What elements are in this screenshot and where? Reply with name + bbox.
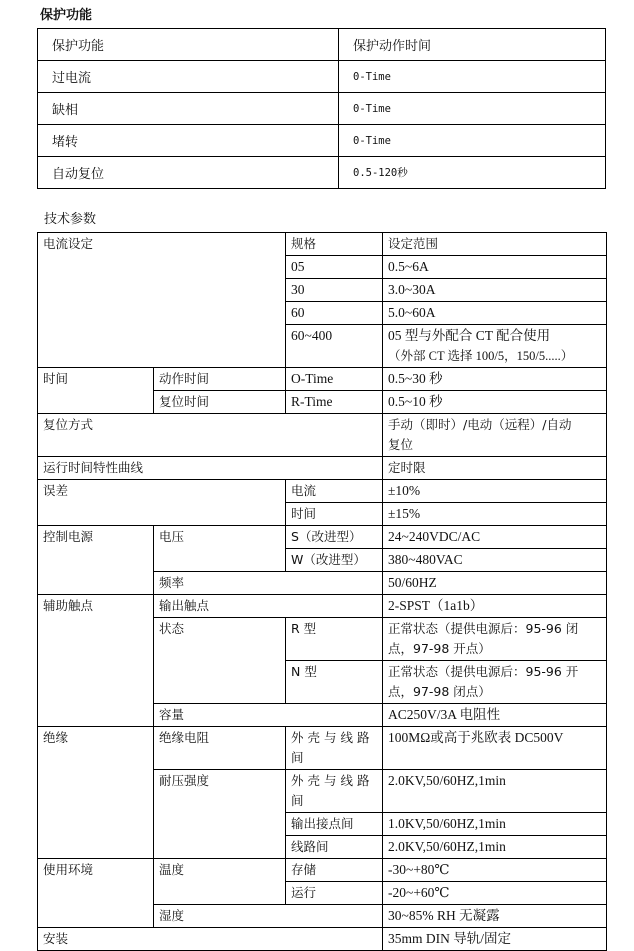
cell-line: 外壳与线路 (291, 730, 374, 745)
cell-line: 正常状态（提供电源后：95-96 闭 (388, 621, 579, 636)
table-cell: 0-Time (339, 61, 606, 93)
table-row (38, 414, 607, 457)
table-row (38, 93, 606, 125)
table-cell: 耐压强度 (154, 770, 286, 859)
table-cell: 0.5~30 秒 (383, 368, 607, 391)
table-cell: 电流 (286, 480, 383, 503)
table-cell: 1.0KV,50/60HZ,1min (383, 813, 607, 836)
table-cell (383, 414, 607, 457)
table-cell: 绝缘电阻 (154, 727, 286, 770)
table-cell: 35mm DIN 导轨/固定 (383, 928, 607, 951)
table-cell: 0-Time (339, 93, 606, 125)
table-cell: R-Time (286, 391, 383, 414)
table-cell: 缺相 (38, 93, 339, 125)
cell-line: 点，97-98 闭点） (388, 684, 491, 699)
table-cell: 30 (286, 279, 383, 302)
cell-line: （外部 CT 选择 100/5，150/5.....） (388, 349, 574, 363)
cell-line: 05 型与外配合 CT 配合使用 (388, 328, 551, 343)
cell-line: 间 (291, 750, 304, 765)
table-cell: 频率 (154, 572, 383, 595)
table-row (38, 595, 607, 618)
table-row (38, 727, 607, 770)
table-cell: 状态 (154, 618, 286, 704)
table-cell (286, 727, 383, 770)
tech-params-table (37, 232, 607, 951)
table-cell: R 型 (286, 618, 383, 661)
table-cell: 2.0KV,50/60HZ,1min (383, 770, 607, 813)
table-cell: 0.5~10 秒 (383, 391, 607, 414)
table-cell (383, 661, 607, 704)
table-row (38, 457, 607, 480)
table-cell: -20~+60℃ (383, 882, 607, 905)
table-row (38, 233, 607, 256)
table-cell: 运行 (286, 882, 383, 905)
table-cell: 380~480VAC (383, 549, 607, 572)
header-cell: 保护动作时间 (339, 29, 606, 61)
table-row (38, 157, 606, 189)
table-cell: 误差 (38, 480, 286, 526)
protection-heading: 保护功能 (40, 8, 93, 23)
header-cell: 保护功能 (38, 29, 339, 61)
table-cell: 复位时间 (154, 391, 286, 414)
table-cell: AC250V/3A 电阻性 (383, 704, 607, 727)
table-row (38, 125, 606, 157)
table-cell: 3.0~30A (383, 279, 607, 302)
table-cell (286, 770, 383, 813)
table-cell: ±10% (383, 480, 607, 503)
table-cell: 辅助触点 (38, 595, 154, 727)
table-cell: 设定范围 (383, 233, 607, 256)
table-cell: 输出接点间 (286, 813, 383, 836)
table-cell: 使用环境 (38, 859, 154, 928)
table-cell: 控制电源 (38, 526, 154, 595)
table-row (38, 928, 607, 951)
table-cell: -30~+80℃ (383, 859, 607, 882)
table-row (38, 859, 607, 882)
table-cell: 0.5-120秒 (339, 157, 606, 189)
cell-line: 点，97-98 开点） (388, 641, 491, 656)
table-cell: 存储 (286, 859, 383, 882)
table-cell: W（改进型） (286, 549, 383, 572)
table-cell: 2-SPST（1a1b） (383, 595, 607, 618)
table-cell: 堵转 (38, 125, 339, 157)
table-cell: 60~400 (286, 325, 383, 368)
table-cell: 电压 (154, 526, 286, 572)
cell-line: 外壳与线路 (291, 773, 374, 788)
table-cell: 规格 (286, 233, 383, 256)
table-row (38, 61, 606, 93)
table-cell: 5.0~60A (383, 302, 607, 325)
table-cell: 电流设定 (38, 233, 286, 368)
table-cell: 2.0KV,50/60HZ,1min (383, 836, 607, 859)
table-cell: 05 (286, 256, 383, 279)
table-cell: 100MΩ或高于兆欧表 DC500V (383, 727, 607, 770)
table-cell: 时间 (38, 368, 154, 414)
table-cell: 时间 (286, 503, 383, 526)
table-cell: O-Time (286, 368, 383, 391)
table-cell: 30~85% RH 无凝露 (383, 905, 607, 928)
table-cell: 温度 (154, 859, 286, 905)
table-cell: 运行时间特性曲线 (38, 457, 383, 480)
table-cell (383, 325, 607, 368)
table-cell: 0-Time (339, 125, 606, 157)
table-row (38, 368, 607, 391)
cell-line: 手动（即时）/电动（远程）/自动 (388, 417, 572, 432)
table-row (38, 526, 607, 549)
tech-heading: 技术参数 (44, 212, 97, 227)
table-cell: 0.5~6A (383, 256, 607, 279)
table-cell: 50/60HZ (383, 572, 607, 595)
protection-table (37, 28, 606, 189)
table-cell: S（改进型） (286, 526, 383, 549)
table-cell: 动作时间 (154, 368, 286, 391)
table-cell: ±15% (383, 503, 607, 526)
table-cell: 容量 (154, 704, 383, 727)
table-cell: N 型 (286, 661, 383, 704)
table-cell: 60 (286, 302, 383, 325)
cell-line: 复位 (388, 437, 414, 452)
table-cell: 输出触点 (154, 595, 383, 618)
table-cell: 线路间 (286, 836, 383, 859)
table-cell: 湿度 (154, 905, 383, 928)
table-cell: 绝缘 (38, 727, 154, 859)
cell-line: 正常状态（提供电源后：95-96 开 (388, 664, 579, 679)
table-cell: 过电流 (38, 61, 339, 93)
table-cell: 定时限 (383, 457, 607, 480)
table-cell: 24~240VDC/AC (383, 526, 607, 549)
table-cell: 复位方式 (38, 414, 383, 457)
table-row (38, 480, 607, 503)
cell-line: 间 (291, 793, 304, 808)
table-cell: 自动复位 (38, 157, 339, 189)
table-cell (383, 618, 607, 661)
table-cell: 安装 (38, 928, 383, 951)
table-row (38, 29, 606, 61)
